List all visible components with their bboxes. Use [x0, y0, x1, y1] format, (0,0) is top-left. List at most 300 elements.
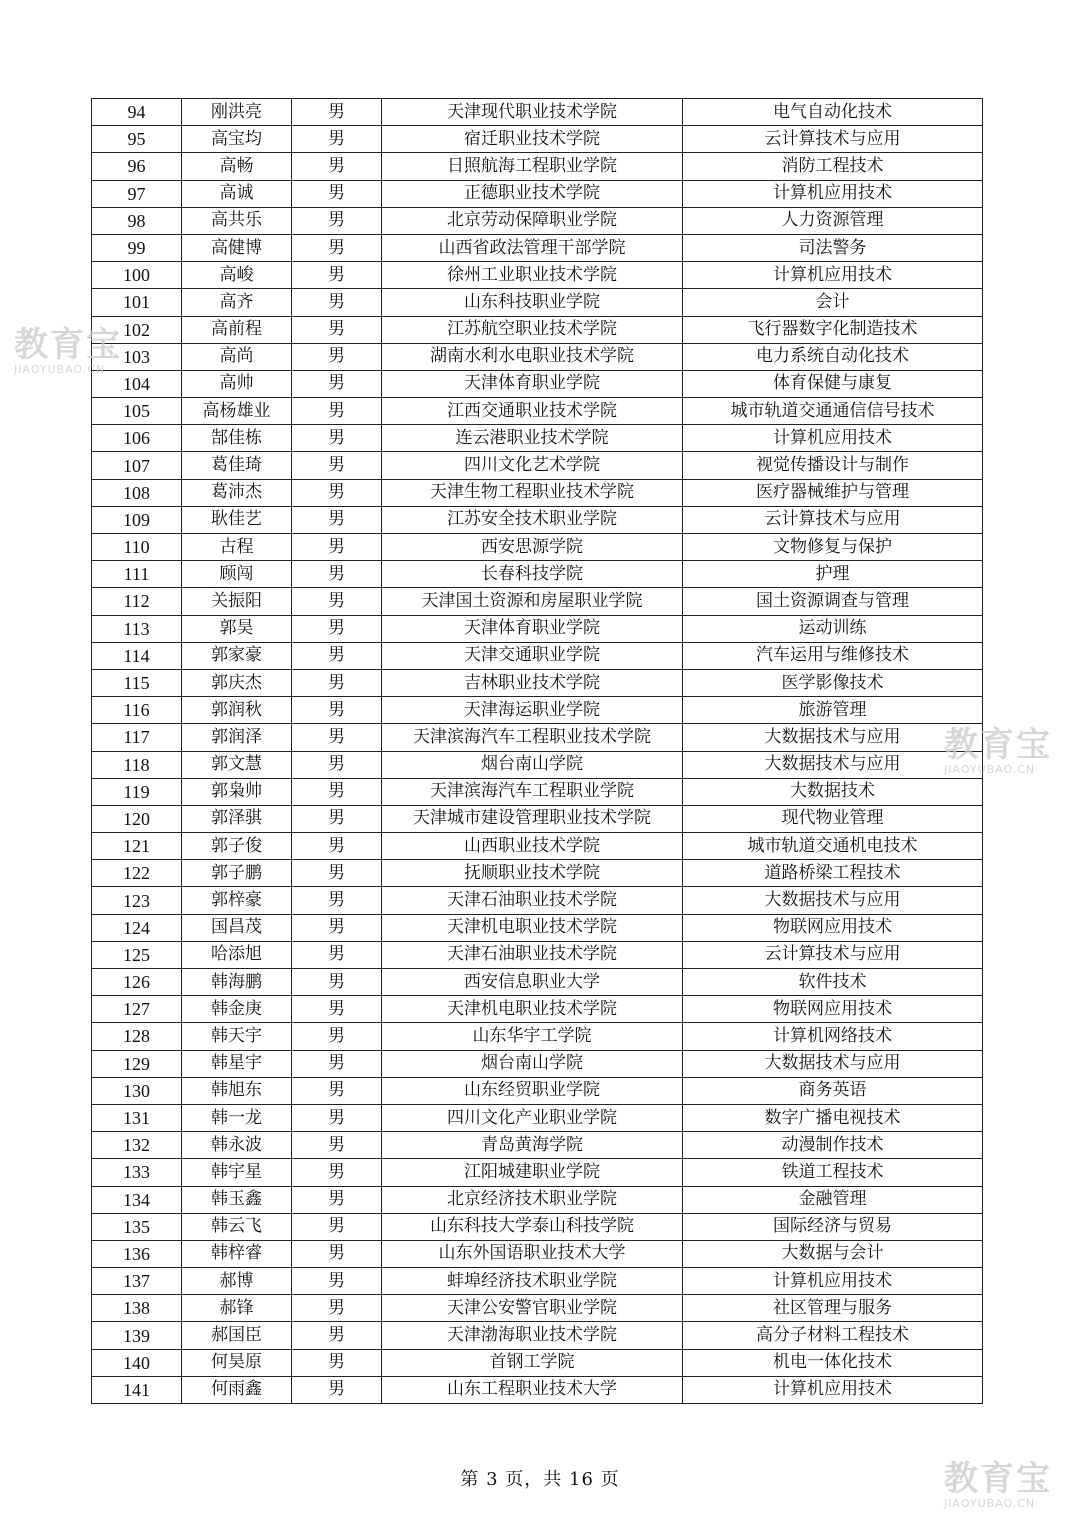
cell-school: 天津国土资源和房屋职业学院 — [382, 588, 683, 615]
table-row — [92, 1349, 983, 1376]
cell-number: 133 — [92, 1159, 182, 1186]
table-row — [92, 1322, 983, 1349]
cell-major: 计算机网络技术 — [683, 1023, 983, 1050]
cell-number: 108 — [92, 479, 182, 506]
cell-number: 102 — [92, 316, 182, 343]
table-row — [92, 207, 983, 234]
cell-number: 99 — [92, 234, 182, 261]
cell-number: 96 — [92, 153, 182, 180]
cell-gender: 男 — [292, 751, 382, 778]
cell-major: 大数据技术与应用 — [683, 887, 983, 914]
cell-number: 97 — [92, 180, 182, 207]
cell-gender: 男 — [292, 561, 382, 588]
cell-school: 山东外国语职业技术大学 — [382, 1240, 683, 1267]
watermark-logo-text: 教育宝 — [944, 725, 1052, 765]
cell-gender: 男 — [292, 1023, 382, 1050]
cell-number: 98 — [92, 207, 182, 234]
cell-number: 112 — [92, 588, 182, 615]
cell-major: 人力资源管理 — [683, 207, 983, 234]
table-row — [92, 833, 983, 860]
cell-major: 汽车运用与维修技术 — [683, 642, 983, 669]
cell-name: 高共乐 — [182, 207, 292, 234]
table-row — [92, 262, 983, 289]
cell-gender: 男 — [292, 969, 382, 996]
cell-name: 何昊原 — [182, 1349, 292, 1376]
cell-gender: 男 — [292, 1322, 382, 1349]
cell-name: 韩云飞 — [182, 1213, 292, 1240]
cell-gender: 男 — [292, 642, 382, 669]
cell-number: 132 — [92, 1132, 182, 1159]
cell-gender: 男 — [292, 1077, 382, 1104]
table-row — [92, 1159, 983, 1186]
cell-name: 郝锋 — [182, 1295, 292, 1322]
cell-name: 高峻 — [182, 262, 292, 289]
cell-name: 郭家豪 — [182, 642, 292, 669]
cell-name: 高帅 — [182, 370, 292, 397]
cell-school: 天津海运职业学院 — [382, 697, 683, 724]
watermark-site-text: JIAOYUBAO.CN — [944, 1497, 1036, 1510]
table-row — [92, 343, 983, 370]
cell-number: 111 — [92, 561, 182, 588]
cell-number: 117 — [92, 724, 182, 751]
cell-gender: 男 — [292, 370, 382, 397]
watermark-logo — [944, 1459, 1052, 1510]
cell-number: 127 — [92, 996, 182, 1023]
cell-major: 软件技术 — [683, 969, 983, 996]
cell-major: 电力系统自动化技术 — [683, 343, 983, 370]
table-row — [92, 669, 983, 696]
cell-school: 山东华宇工学院 — [382, 1023, 683, 1050]
cell-major: 司法警务 — [683, 234, 983, 261]
cell-name: 韩一龙 — [182, 1104, 292, 1131]
table-row — [92, 1240, 983, 1267]
cell-number: 137 — [92, 1268, 182, 1295]
cell-gender: 男 — [292, 996, 382, 1023]
cell-major: 文物修复与保护 — [683, 534, 983, 561]
cell-number: 130 — [92, 1077, 182, 1104]
cell-name: 郭润泽 — [182, 724, 292, 751]
cell-school: 日照航海工程职业学院 — [382, 153, 683, 180]
cell-number: 136 — [92, 1240, 182, 1267]
cell-number: 134 — [92, 1186, 182, 1213]
cell-gender: 男 — [292, 697, 382, 724]
cell-school: 蚌埠经济技术职业学院 — [382, 1268, 683, 1295]
cell-gender: 男 — [292, 588, 382, 615]
cell-gender: 男 — [292, 1349, 382, 1376]
cell-major: 大数据技术与应用 — [683, 1050, 983, 1077]
cell-major: 商务英语 — [683, 1077, 983, 1104]
cell-major: 护理 — [683, 561, 983, 588]
table-row — [92, 724, 983, 751]
cell-name: 郝国臣 — [182, 1322, 292, 1349]
watermark-logo — [944, 725, 1052, 776]
cell-gender: 男 — [292, 1240, 382, 1267]
cell-school: 天津体育职业学院 — [382, 615, 683, 642]
cell-major: 运动训练 — [683, 615, 983, 642]
cell-major: 会计 — [683, 289, 983, 316]
cell-number: 125 — [92, 941, 182, 968]
cell-number: 113 — [92, 615, 182, 642]
cell-school: 天津滨海汽车工程职业学院 — [382, 778, 683, 805]
cell-number: 140 — [92, 1349, 182, 1376]
cell-name: 国昌茂 — [182, 914, 292, 941]
cell-school: 北京劳动保障职业学院 — [382, 207, 683, 234]
cell-name: 刚洪亮 — [182, 99, 292, 126]
cell-name: 郭文慧 — [182, 751, 292, 778]
cell-name: 韩梓睿 — [182, 1240, 292, 1267]
cell-number: 107 — [92, 452, 182, 479]
cell-name: 哈添旭 — [182, 941, 292, 968]
cell-gender: 男 — [292, 343, 382, 370]
cell-major: 数字广播电视技术 — [683, 1104, 983, 1131]
table-row — [92, 914, 983, 941]
cell-gender: 男 — [292, 615, 382, 642]
watermark-site-text: JIAOYUBAO.CN — [14, 363, 106, 376]
cell-gender: 男 — [292, 1132, 382, 1159]
cell-major: 计算机应用技术 — [683, 262, 983, 289]
table-row — [92, 1268, 983, 1295]
table-row — [92, 479, 983, 506]
table-row — [92, 316, 983, 343]
table-row — [92, 99, 983, 126]
cell-gender: 男 — [292, 1376, 382, 1403]
cell-major: 社区管理与服务 — [683, 1295, 983, 1322]
cell-name: 耿佳艺 — [182, 506, 292, 533]
cell-name: 韩旭东 — [182, 1077, 292, 1104]
cell-major: 云计算技术与应用 — [683, 126, 983, 153]
cell-school: 天津公安警官职业学院 — [382, 1295, 683, 1322]
cell-gender: 男 — [292, 1104, 382, 1131]
cell-gender: 男 — [292, 126, 382, 153]
table-row — [92, 1132, 983, 1159]
cell-number: 124 — [92, 914, 182, 941]
cell-name: 韩金庚 — [182, 996, 292, 1023]
cell-school: 山西职业技术学院 — [382, 833, 683, 860]
cell-major: 大数据技术与应用 — [683, 724, 983, 751]
table-row — [92, 534, 983, 561]
cell-school: 四川文化艺术学院 — [382, 452, 683, 479]
cell-major: 物联网应用技术 — [683, 996, 983, 1023]
cell-number: 116 — [92, 697, 182, 724]
cell-major: 城市轨道交通通信信号技术 — [683, 398, 983, 425]
roster-table-body — [92, 99, 983, 1404]
cell-school: 北京经济技术职业学院 — [382, 1186, 683, 1213]
table-row — [92, 1295, 983, 1322]
cell-name: 葛佳琦 — [182, 452, 292, 479]
cell-gender: 男 — [292, 860, 382, 887]
cell-gender: 男 — [292, 833, 382, 860]
table-row — [92, 180, 983, 207]
cell-name: 郭子鹏 — [182, 860, 292, 887]
cell-major: 飞行器数字化制造技术 — [683, 316, 983, 343]
table-row — [92, 1023, 983, 1050]
cell-number: 109 — [92, 506, 182, 533]
cell-major: 金融管理 — [683, 1186, 983, 1213]
cell-number: 138 — [92, 1295, 182, 1322]
cell-name: 何雨鑫 — [182, 1376, 292, 1403]
page-number-footer: 第 3 页，共 16 页 — [460, 1469, 620, 1490]
table-row — [92, 941, 983, 968]
table-row — [92, 751, 983, 778]
cell-name: 郭润秋 — [182, 697, 292, 724]
table-row — [92, 425, 983, 452]
cell-major: 旅游管理 — [683, 697, 983, 724]
cell-number: 103 — [92, 343, 182, 370]
cell-gender: 男 — [292, 1159, 382, 1186]
cell-number: 101 — [92, 289, 182, 316]
cell-school: 西安思源学院 — [382, 534, 683, 561]
table-row — [92, 805, 983, 832]
table-row — [92, 1050, 983, 1077]
cell-major: 城市轨道交通机电技术 — [683, 833, 983, 860]
cell-name: 高畅 — [182, 153, 292, 180]
cell-school: 湖南水利水电职业技术学院 — [382, 343, 683, 370]
cell-gender: 男 — [292, 887, 382, 914]
cell-number: 131 — [92, 1104, 182, 1131]
table-row — [92, 370, 983, 397]
table-row — [92, 452, 983, 479]
cell-gender: 男 — [292, 479, 382, 506]
cell-major: 国土资源调查与管理 — [683, 588, 983, 615]
cell-major: 计算机应用技术 — [683, 1268, 983, 1295]
cell-number: 121 — [92, 833, 182, 860]
cell-name: 葛沛杰 — [182, 479, 292, 506]
cell-school: 山东科技职业学院 — [382, 289, 683, 316]
cell-gender: 男 — [292, 941, 382, 968]
cell-school: 正德职业技术学院 — [382, 180, 683, 207]
cell-school: 长春科技学院 — [382, 561, 683, 588]
table-row — [92, 887, 983, 914]
watermark-logo-text: 教育宝 — [944, 1459, 1052, 1499]
cell-name: 韩玉鑫 — [182, 1186, 292, 1213]
cell-major: 医疗器械维护与管理 — [683, 479, 983, 506]
cell-number: 129 — [92, 1050, 182, 1077]
cell-gender: 男 — [292, 316, 382, 343]
cell-major: 国际经济与贸易 — [683, 1213, 983, 1240]
cell-number: 115 — [92, 669, 182, 696]
cell-number: 139 — [92, 1322, 182, 1349]
cell-gender: 男 — [292, 805, 382, 832]
cell-name: 郭枭帅 — [182, 778, 292, 805]
cell-gender: 男 — [292, 425, 382, 452]
cell-number: 110 — [92, 534, 182, 561]
cell-school: 天津机电职业技术学院 — [382, 914, 683, 941]
table-row — [92, 1186, 983, 1213]
cell-school: 吉林职业技术学院 — [382, 669, 683, 696]
cell-gender: 男 — [292, 778, 382, 805]
cell-number: 118 — [92, 751, 182, 778]
cell-name: 高杨雄业 — [182, 398, 292, 425]
cell-name: 郭庆杰 — [182, 669, 292, 696]
cell-name: 韩星宇 — [182, 1050, 292, 1077]
table-row — [92, 642, 983, 669]
cell-school: 连云港职业技术学院 — [382, 425, 683, 452]
cell-school: 山东科技大学泰山科技学院 — [382, 1213, 683, 1240]
cell-school: 天津渤海职业技术学院 — [382, 1322, 683, 1349]
cell-gender: 男 — [292, 506, 382, 533]
cell-school: 山西省政法管理干部学院 — [382, 234, 683, 261]
cell-major: 计算机应用技术 — [683, 1376, 983, 1403]
table-row — [92, 615, 983, 642]
cell-name: 顾闯 — [182, 561, 292, 588]
cell-school: 江苏航空职业技术学院 — [382, 316, 683, 343]
table-row — [92, 126, 983, 153]
cell-name: 韩天宇 — [182, 1023, 292, 1050]
cell-name: 高宝均 — [182, 126, 292, 153]
cell-school: 首钢工学院 — [382, 1349, 683, 1376]
cell-school: 烟台南山学院 — [382, 751, 683, 778]
cell-name: 高健博 — [182, 234, 292, 261]
cell-number: 123 — [92, 887, 182, 914]
cell-major: 体育保健与康复 — [683, 370, 983, 397]
cell-gender: 男 — [292, 1295, 382, 1322]
cell-name: 郝博 — [182, 1268, 292, 1295]
watermark-logo — [14, 325, 122, 376]
cell-major: 电气自动化技术 — [683, 99, 983, 126]
cell-gender: 男 — [292, 207, 382, 234]
cell-name: 韩海鹏 — [182, 969, 292, 996]
cell-number: 128 — [92, 1023, 182, 1050]
cell-major: 道路桥梁工程技术 — [683, 860, 983, 887]
table-row — [92, 1376, 983, 1403]
roster-table — [91, 98, 983, 1404]
table-row — [92, 778, 983, 805]
cell-school: 烟台南山学院 — [382, 1050, 683, 1077]
cell-number: 105 — [92, 398, 182, 425]
cell-school: 天津石油职业技术学院 — [382, 887, 683, 914]
cell-name: 关振阳 — [182, 588, 292, 615]
table-row — [92, 697, 983, 724]
cell-gender: 男 — [292, 1186, 382, 1213]
cell-number: 135 — [92, 1213, 182, 1240]
cell-major: 铁道工程技术 — [683, 1159, 983, 1186]
cell-gender: 男 — [292, 262, 382, 289]
table-row — [92, 289, 983, 316]
cell-gender: 男 — [292, 289, 382, 316]
cell-school: 天津城市建设管理职业技术学院 — [382, 805, 683, 832]
cell-gender: 男 — [292, 534, 382, 561]
cell-major: 视觉传播设计与制作 — [683, 452, 983, 479]
cell-school: 天津机电职业技术学院 — [382, 996, 683, 1023]
cell-major: 云计算技术与应用 — [683, 941, 983, 968]
cell-gender: 男 — [292, 452, 382, 479]
table-row — [92, 996, 983, 1023]
cell-major: 大数据与会计 — [683, 1240, 983, 1267]
table-row — [92, 398, 983, 425]
cell-number: 100 — [92, 262, 182, 289]
cell-school: 西安信息职业大学 — [382, 969, 683, 996]
cell-school: 江西交通职业技术学院 — [382, 398, 683, 425]
cell-gender: 男 — [292, 1268, 382, 1295]
cell-name: 郭昊 — [182, 615, 292, 642]
cell-school: 徐州工业职业技术学院 — [382, 262, 683, 289]
table-row — [92, 860, 983, 887]
cell-school: 青岛黄海学院 — [382, 1132, 683, 1159]
cell-name: 韩宇星 — [182, 1159, 292, 1186]
cell-school: 天津体育职业学院 — [382, 370, 683, 397]
cell-name: 韩永波 — [182, 1132, 292, 1159]
cell-major: 动漫制作技术 — [683, 1132, 983, 1159]
cell-number: 141 — [92, 1376, 182, 1403]
cell-gender: 男 — [292, 180, 382, 207]
cell-gender: 男 — [292, 724, 382, 751]
cell-major: 大数据技术 — [683, 778, 983, 805]
table-row — [92, 969, 983, 996]
cell-name: 高尚 — [182, 343, 292, 370]
cell-number: 114 — [92, 642, 182, 669]
cell-school: 天津石油职业技术学院 — [382, 941, 683, 968]
cell-gender: 男 — [292, 234, 382, 261]
table-row — [92, 153, 983, 180]
cell-name: 古程 — [182, 534, 292, 561]
cell-gender: 男 — [292, 914, 382, 941]
cell-school: 宿迁职业技术学院 — [382, 126, 683, 153]
table-row — [92, 234, 983, 261]
cell-school: 天津交通职业学院 — [382, 642, 683, 669]
cell-gender: 男 — [292, 398, 382, 425]
cell-number: 126 — [92, 969, 182, 996]
cell-name: 郭子俊 — [182, 833, 292, 860]
cell-school: 四川文化产业职业学院 — [382, 1104, 683, 1131]
cell-school: 天津滨海汽车工程职业技术学院 — [382, 724, 683, 751]
cell-school: 天津生物工程职业技术学院 — [382, 479, 683, 506]
cell-major: 物联网应用技术 — [683, 914, 983, 941]
cell-major: 机电一体化技术 — [683, 1349, 983, 1376]
cell-number: 120 — [92, 805, 182, 832]
cell-name: 高齐 — [182, 289, 292, 316]
cell-major: 计算机应用技术 — [683, 180, 983, 207]
cell-major: 高分子材料工程技术 — [683, 1322, 983, 1349]
cell-school: 江阳城建职业学院 — [382, 1159, 683, 1186]
cell-gender: 男 — [292, 153, 382, 180]
cell-name: 高前程 — [182, 316, 292, 343]
cell-school: 抚顺职业技术学院 — [382, 860, 683, 887]
cell-major: 云计算技术与应用 — [683, 506, 983, 533]
watermark-site-text: JIAOYUBAO.CN — [944, 763, 1036, 776]
cell-gender: 男 — [292, 669, 382, 696]
cell-gender: 男 — [292, 1050, 382, 1077]
cell-major: 计算机应用技术 — [683, 425, 983, 452]
cell-number: 104 — [92, 370, 182, 397]
watermark-logo-text: 教育宝 — [14, 325, 122, 365]
cell-number: 95 — [92, 126, 182, 153]
cell-gender: 男 — [292, 99, 382, 126]
cell-number: 119 — [92, 778, 182, 805]
cell-school: 山东工程职业技术大学 — [382, 1376, 683, 1403]
cell-number: 106 — [92, 425, 182, 452]
cell-name: 郭梓豪 — [182, 887, 292, 914]
cell-major: 消防工程技术 — [683, 153, 983, 180]
cell-school: 江苏安全技术职业学院 — [382, 506, 683, 533]
cell-number: 94 — [92, 99, 182, 126]
cell-number: 122 — [92, 860, 182, 887]
table-row — [92, 506, 983, 533]
cell-school: 天津现代职业技术学院 — [382, 99, 683, 126]
table-row — [92, 1104, 983, 1131]
table-row — [92, 1077, 983, 1104]
cell-name: 高诚 — [182, 180, 292, 207]
table-row — [92, 561, 983, 588]
cell-major: 医学影像技术 — [683, 669, 983, 696]
cell-name: 郭泽骐 — [182, 805, 292, 832]
cell-school: 山东经贸职业学院 — [382, 1077, 683, 1104]
table-row — [92, 588, 983, 615]
cell-gender: 男 — [292, 1213, 382, 1240]
cell-name: 郜佳栋 — [182, 425, 292, 452]
table-row — [92, 1213, 983, 1240]
cell-major: 大数据技术与应用 — [683, 751, 983, 778]
cell-major: 现代物业管理 — [683, 805, 983, 832]
